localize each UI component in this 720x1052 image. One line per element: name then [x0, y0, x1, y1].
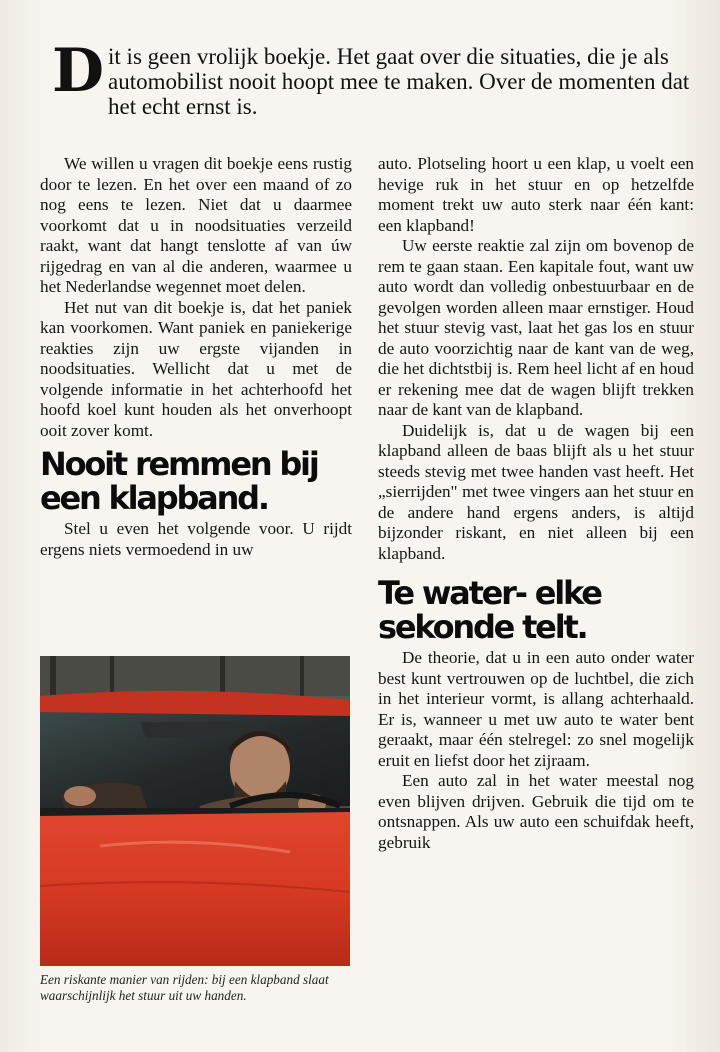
left-paragraph-1: We willen u vragen dit boekje eens rustig door te lezen. En het over een maand of zo nog eens te lezen. Niet dat u daarmee voorkomt dat u in noodsituaties verzeild raakt, want dat hangt tenslotte af van úw rijgedrag en van al die anderen, waarmee u het Nederlandse wegennet moet delen. [40, 154, 352, 296]
heading-te-water: Te water- elke sekonde telt. [378, 574, 601, 646]
right-paragraph-2: Uw eerste reaktie zal zijn om bovenop de rem te gaan staan. Een kapitale fout, want uw auto wordt dan volledig onbestuurbaar en de gevolgen worden alleen maar ernstiger. Houd het stuur stevig vast, laat het gas los en stuur de auto voorzichtig naar de kant van de weg, die het dichtstbij is. Rem heel licht af en houd er rekening mee dat de wagen blijft trekken naar de kant van de klapband. [378, 236, 694, 419]
right-paragraph-1: auto. Plotseling hoort u een klap, u voelt een hevige ruk in het stuur en op hetzelfde moment trekt uw auto sterk naar één kant: een klapband! [378, 154, 694, 235]
right-paragraph-3: Duidelijk is, dat u de wagen bij een klapband alleen de baas blijft als u het stuur steeds stevig met twee handen vast heeft. Het „sierrijden" met twee vingers aan het stuur en de andere hand ergens anders, is altijd bijzonder riskant, en niet alleen bij een klapband. [378, 420, 694, 563]
drop-cap: D [52, 36, 105, 106]
right-column [378, 154, 694, 853]
car-driver-photo [40, 656, 350, 966]
photo-illustration [40, 656, 350, 966]
left-paragraph-2: Het nut van dit boekje is, dat het paniek kan voorkomen. Want paniek en paniekerige reakties zijn uw ergste vijanden in noodsituaties. Wellicht dat u met de volgende informatie in het achterhoofd het hoofd koel kunt houden als het onverhoopt ooit zover komt. [40, 297, 352, 440]
intro-paragraph [40, 36, 700, 119]
right-paragraph-5: Een auto zal in het water meestal nog even blijven drijven. Gebruik die tijd om te ontsnappen. Als uw auto een schuifdak heeft, gebruik [378, 771, 694, 852]
left-paragraph-3: Stel u even het volgende voor. U rijdt ergens niets vermoedend in uw [40, 519, 352, 559]
heading-klapband: Nooit remmen bij een klapband. [40, 445, 318, 517]
intro-text: it is geen vrolijk boekje. Het gaat over die situaties, die je als automobilist nooit hoopt mee te maken. Over de momenten dat het echt ernst is. [108, 44, 690, 119]
right-paragraph-4: De theorie, dat u in een auto onder water best kunt vertrouwen op de luchtbel, die zich in het interieur vormt, is allang achterhaald. Er is, wanneer u met uw auto te water bent geraakt, maar één stelregel: zo snel mogelijk eruit en liefst door het zijraam. [378, 648, 694, 770]
photo-caption: Een riskante manier van rijden: bij een klapband slaat waarschijnlijk het stuur uit uw handen. [40, 972, 329, 1003]
left-column [40, 154, 352, 560]
